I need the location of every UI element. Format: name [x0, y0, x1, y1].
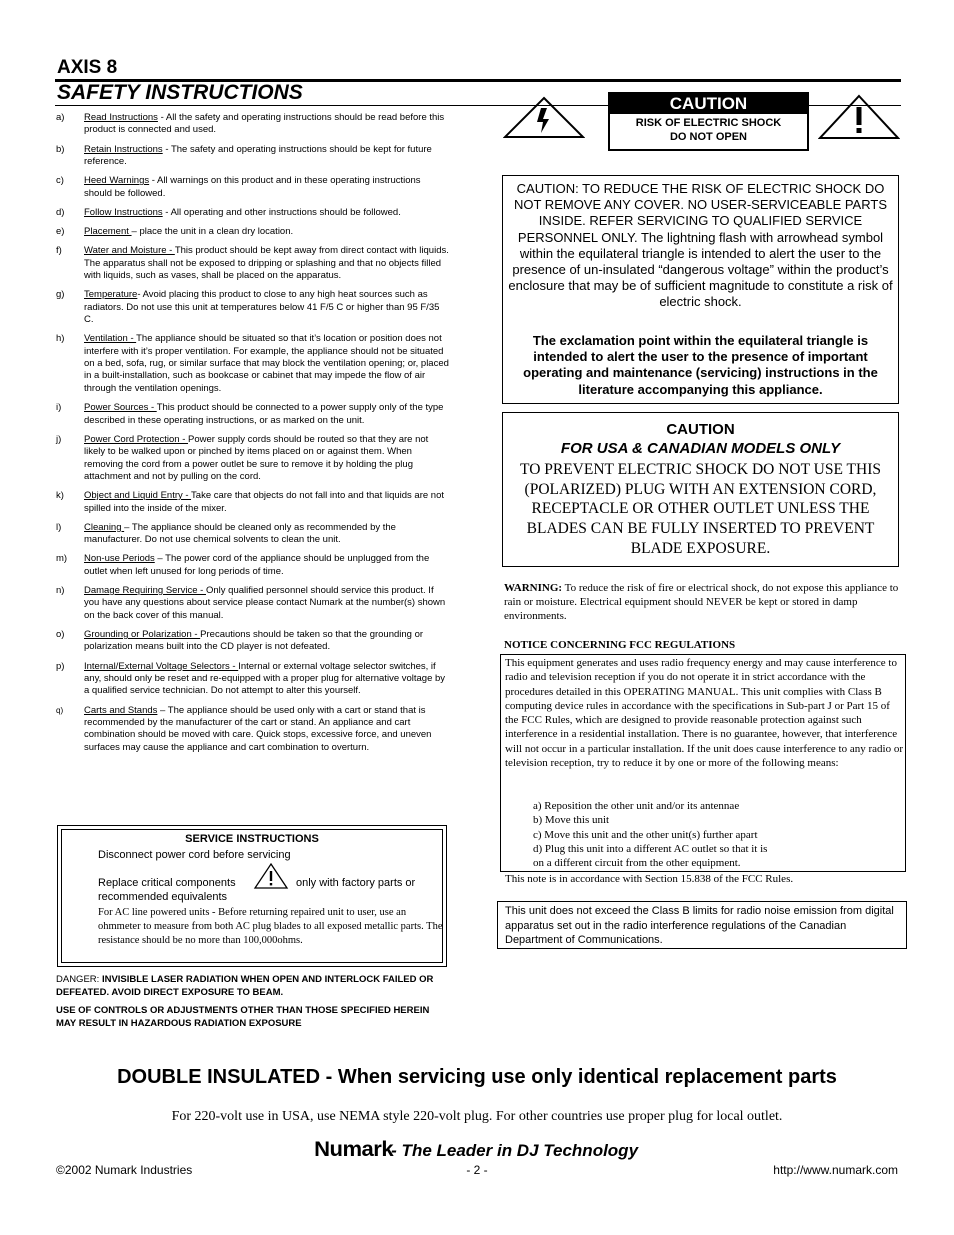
- fcc-means-item: c) Move this unit and the other unit(s) further apart: [533, 828, 758, 841]
- safety-item-letter: b): [56, 143, 65, 155]
- danger-text: INVISIBLE LASER RADIATION WHEN OPEN AND INTERLOCK FAILED OR DEFEATED. AVOID DIRECT EXPOSURE TO BEAM.: [56, 974, 434, 998]
- fcc-text: This equipment generates and uses radio frequency energy and may cause interference to radio and television reception if you do not operate it in strict accordance with the procedures detailed in this OPERATING MANUAL. This unit complies with Class B computing device rules in accordance with the specifications in Sub-part J or Part 15 of the FCC Rules, which are designed to provide reasonable protection against such interference in a residential installation. There is no guarantee, however, that interference will not occur in a particular installation. If the unit does cause interference to any radio or television reception, try to reduce it by one or more of the following means:: [505, 657, 903, 770]
- safety-item: [56, 705, 450, 755]
- safety-item-letter: f): [56, 245, 62, 257]
- safety-item-title: Grounding or Polarization -: [84, 628, 201, 640]
- safety-item-letter: l): [56, 521, 62, 533]
- safety-item: [56, 226, 450, 238]
- service-heading: SERVICE INSTRUCTIONS: [185, 833, 319, 845]
- safety-item-text: – The appliance should be used only with a cart or stand that is recommended by the manufacturer of the cart or stand. An appliance and cart combination should be moved with care. Quick stops, excessive force, and uneven surfaces may cause the appliance and cart combination to overturn.: [84, 704, 432, 753]
- caution-label-text: [610, 116, 807, 144]
- safety-item-title: Retain Instructions: [84, 143, 163, 155]
- safety-item: [56, 661, 450, 698]
- safety-item-letter: h): [56, 333, 65, 345]
- safety-item-body: [84, 661, 450, 698]
- safety-item-text: Only qualified personnel should service this product. If you have any questions about service please contact Numark at the number(s) shown on the back cover of this manual.: [84, 584, 446, 621]
- safety-item-body: [84, 629, 450, 654]
- safety-item-title: Power Sources -: [84, 402, 157, 414]
- safety-item-body: [84, 585, 450, 622]
- safety-item-text: Precautions should be taken so that the grounding or polarization means built into the CD player is not defeated.: [84, 628, 424, 653]
- fcc-means-item: on a different circuit from the other equipment.: [533, 857, 741, 870]
- safety-item-text: This product should be connected to a power supply only of the type described in these operating instructions, or as marked on the unit.: [84, 402, 444, 426]
- service-line-2a: Replace critical components: [98, 877, 236, 889]
- brand-tagline: - The Leader in DJ Technology: [391, 1141, 639, 1160]
- safety-item-text: Power supply cords should be routed so that they are not likely to be walked upon or pinched by items placed on or against them. When removing the cord from a power outlet be sure to remove it by holding the plug attachment and not by pulling on the cord.: [84, 433, 429, 482]
- safety-item-text: - All warnings on this product and in these operating instructions should be followed.: [84, 175, 421, 199]
- page-title: SAFETY INSTRUCTIONS: [57, 81, 303, 104]
- safety-item: [56, 175, 450, 200]
- fcc-means-item: d) Plug this unit into a different AC outlet so that it is: [533, 842, 768, 855]
- safety-item-body: [84, 553, 450, 578]
- service-line-2b: only with factory parts or: [296, 877, 416, 889]
- safety-item: [56, 434, 450, 484]
- safety-item-title: Internal/External Voltage Selectors -: [84, 660, 239, 672]
- safety-item-text: - Avoid placing this product to close to any high heat sources such as radiators. Do not use this unit at temperatures below 41 F/5 C or higher than 95 F/35 C.: [84, 289, 440, 326]
- warning-text: To reduce the risk of fire or electrical shock, do not expose this appliance to rain or moisture. Electrical equipment should NEVER be kept or stored in damp environments.: [504, 582, 899, 622]
- safety-item-text: Take care that objects do not fall into and that liquids are not spilled into the inside of the mixer.: [84, 490, 444, 514]
- safety-item-letter: j): [56, 433, 62, 445]
- safety-item-text: - All the safety and operating instructions should be read before this product is connected and used.: [84, 112, 445, 136]
- model-name: AXIS 8: [57, 57, 118, 78]
- fcc-note: This note is in accordance with Section 15.838 of the FCC Rules.: [505, 873, 794, 885]
- danger-notice: [56, 974, 451, 999]
- lightning-triangle-icon: [503, 96, 585, 139]
- safety-item-title: Heed Warnings: [84, 175, 150, 187]
- caution-label-line-2: DO NOT OPEN: [669, 131, 747, 143]
- exclamation-explanation-text: The exclamation point within the equilateral triangle is intended to alert the user to the presence of important operating and maintenance (servicing) instructions in the literature accompanying this appliance.: [523, 333, 878, 397]
- safety-item-letter: k): [56, 490, 64, 502]
- safety-item: [56, 289, 450, 326]
- safety-item: [56, 553, 450, 578]
- safety-item-title: Read Instructions: [84, 112, 158, 123]
- safety-item-body: [84, 490, 450, 515]
- safety-item-title: Carts and Stands: [84, 704, 158, 716]
- safety-item-letter: d): [56, 206, 65, 218]
- safety-item-letter: a): [56, 112, 65, 123]
- safety-item: [56, 585, 450, 622]
- usa-caution-heading: CAUTION: [666, 421, 735, 438]
- safety-item-letter: o): [56, 628, 65, 640]
- safety-item: [56, 490, 450, 515]
- safety-item-letter: c): [56, 175, 64, 187]
- safety-item-body: [84, 112, 450, 137]
- safety-item-title: Ventilation -: [84, 333, 137, 345]
- safety-item-text: – place the unit in a clean dry location.: [131, 226, 294, 238]
- safety-item-letter: n): [56, 584, 65, 596]
- service-line-3: recommended equivalents: [98, 891, 228, 903]
- safety-item-body: [84, 226, 450, 238]
- service-note: For AC line powered units - Before returning repaired unit to user, use an ohmmeter to measure from both AC plug blades to all exposed metallic parts. The resistance should be no more than 100,000ohms.: [98, 907, 443, 946]
- controls-warning: USE OF CONTROLS OR ADJUSTMENTS OTHER THAN THOSE SPECIFIED HEREIN MAY RESULT IN HAZARDOUS RADIATION EXPOSURE: [56, 1005, 430, 1029]
- safety-item: [56, 112, 450, 137]
- plug-note: For 220-volt use in USA, use NEMA style 220-volt plug. For other countries use proper plug for local outlet.: [171, 1109, 783, 1124]
- safety-item-text: - All operating and other instructions should be followed.: [162, 206, 401, 218]
- warning-label: WARNING:: [504, 582, 563, 594]
- safety-item-title: Water and Moisture -: [84, 245, 175, 257]
- safety-item-body: [84, 522, 450, 547]
- copyright: ©2002 Numark Industries: [56, 1163, 193, 1177]
- safety-item-title: Object and Liquid Entry -: [84, 490, 192, 502]
- service-line-1: Disconnect power cord before servicing: [98, 849, 291, 861]
- safety-item-letter: e): [56, 226, 65, 238]
- safety-item-text: Internal or external voltage selector switches, if any, should only be reset and re-equipped with a proper plug for alternative voltage by a qualified service technician. Do not attempt to alter this yourself.: [84, 660, 446, 697]
- safety-item: [56, 402, 450, 427]
- safety-item-title: Follow Instructions: [84, 206, 163, 218]
- safety-item-letter: g): [56, 289, 65, 301]
- brand-line: [0, 1138, 954, 1162]
- usa-caution-text: TO PREVENT ELECTRIC SHOCK DO NOT USE THIS (POLARIZED) PLUG WITH AN EXTENSION CORD, RECEPTACLE OR OTHER OUTLET UNLESS THE BLADES CAN BE FULLY INSERTED TO PREVENT BLADE EXPOSURE.: [520, 461, 881, 557]
- numark-logo: Numark: [314, 1138, 394, 1161]
- safety-item: [56, 144, 450, 169]
- safety-item-body: [84, 175, 450, 200]
- safety-item-title: Non-use Periods: [84, 553, 155, 565]
- safety-item-body: [84, 289, 450, 326]
- safety-item-text: – The appliance should be cleaned only as recommended by the manufacturer. Do not use chemical solvents to clean the unit.: [84, 521, 396, 546]
- caution-label-line-1: RISK OF ELECTRIC SHOCK: [635, 117, 782, 129]
- safety-item: [56, 522, 450, 547]
- website-url: http://www.numark.com: [773, 1163, 898, 1177]
- safety-item: [56, 207, 450, 219]
- safety-item-body: [84, 144, 450, 169]
- safety-item-body: [84, 207, 450, 219]
- safety-item-title: Cleaning: [84, 521, 125, 533]
- canada-text: This unit does not exceed the Class B limits for radio noise emission from digital apparatus set out in the radio interference regulations of the Canadian Department of Communications.: [505, 905, 894, 947]
- safety-item-text: – The power cord of the appliance should be unplugged from the outlet when left unused for long periods of time.: [84, 553, 430, 577]
- safety-item-letter: p): [56, 660, 65, 672]
- safety-item-body: [84, 402, 450, 427]
- warning-triangle-icon: [253, 862, 289, 890]
- exclamation-triangle-icon: [818, 94, 900, 140]
- double-insulated-heading: DOUBLE INSULATED - When servicing use only identical replacement parts: [117, 1066, 837, 1088]
- safety-item-text: - The safety and operating instructions should be kept for future reference.: [84, 143, 432, 168]
- caution-explanation-text: CAUTION: TO REDUCE THE RISK OF ELECTRIC SHOCK DO NOT REMOVE ANY COVER. NO USER-SERVICEABLE PARTS INSIDE. REFER SERVICING TO QUALIFIED SERVICE PERSONNEL ONLY. The lightning flash with arrowhead symbol within the equilateral triangle is intended to alert the user to the presence of un-insulated “dangerous voltage” within the product’s enclosure that may be of sufficient magnitude to constitute a risk of electric shock.: [508, 181, 893, 310]
- safety-item-text: The appliance should be situated so that it’s location or position does not interfere with it’s proper ventilation. For example, the appliance should not be situated on a bed, sofa, rug, or similar surface that may block the ventilation opening; or, placed in a built-installation, such as bookcase or cabinet that may impede the flow of air through the ventilation openings.: [84, 333, 449, 394]
- safety-item-title: Temperature: [84, 289, 138, 301]
- safety-item: [56, 629, 450, 654]
- page-number: - 2 -: [466, 1163, 488, 1177]
- safety-item-text: This product should be kept away from direct contact with liquids. The apparatus shall not be exposed to dripping or splashing and that no objects filled with liquids, such as vases, shall be placed on the apparatus.: [84, 245, 449, 282]
- safety-item-title: Placement: [84, 226, 132, 238]
- fcc-means-list: [533, 799, 898, 870]
- safety-item-title: Power Cord Protection -: [84, 433, 189, 445]
- safety-item: [56, 333, 450, 395]
- safety-item-body: [84, 705, 450, 755]
- danger-label: DANGER:: [56, 974, 102, 985]
- safety-item-body: [84, 434, 450, 484]
- safety-item-body: [84, 245, 450, 282]
- usa-caution-subheading: FOR USA & CANADIAN MODELS ONLY: [560, 440, 841, 457]
- safety-item-body: [84, 333, 450, 395]
- safety-item-letter: i): [56, 402, 62, 414]
- safety-list: [56, 112, 450, 761]
- fcc-heading: NOTICE CONCERNING FCC REGULATIONS: [504, 639, 736, 651]
- safety-item-letter: m): [56, 553, 68, 565]
- safety-item-letter: q): [56, 705, 64, 715]
- fcc-means-item: b) Move this unit: [533, 814, 610, 827]
- safety-item-title: Damage Requiring Service -: [84, 584, 206, 596]
- fcc-means-item: a) Reposition the other unit and/or its antennae: [533, 800, 740, 812]
- caution-label-heading: CAUTION: [610, 94, 807, 114]
- safety-item: [56, 245, 450, 282]
- warning-notice: [504, 581, 900, 623]
